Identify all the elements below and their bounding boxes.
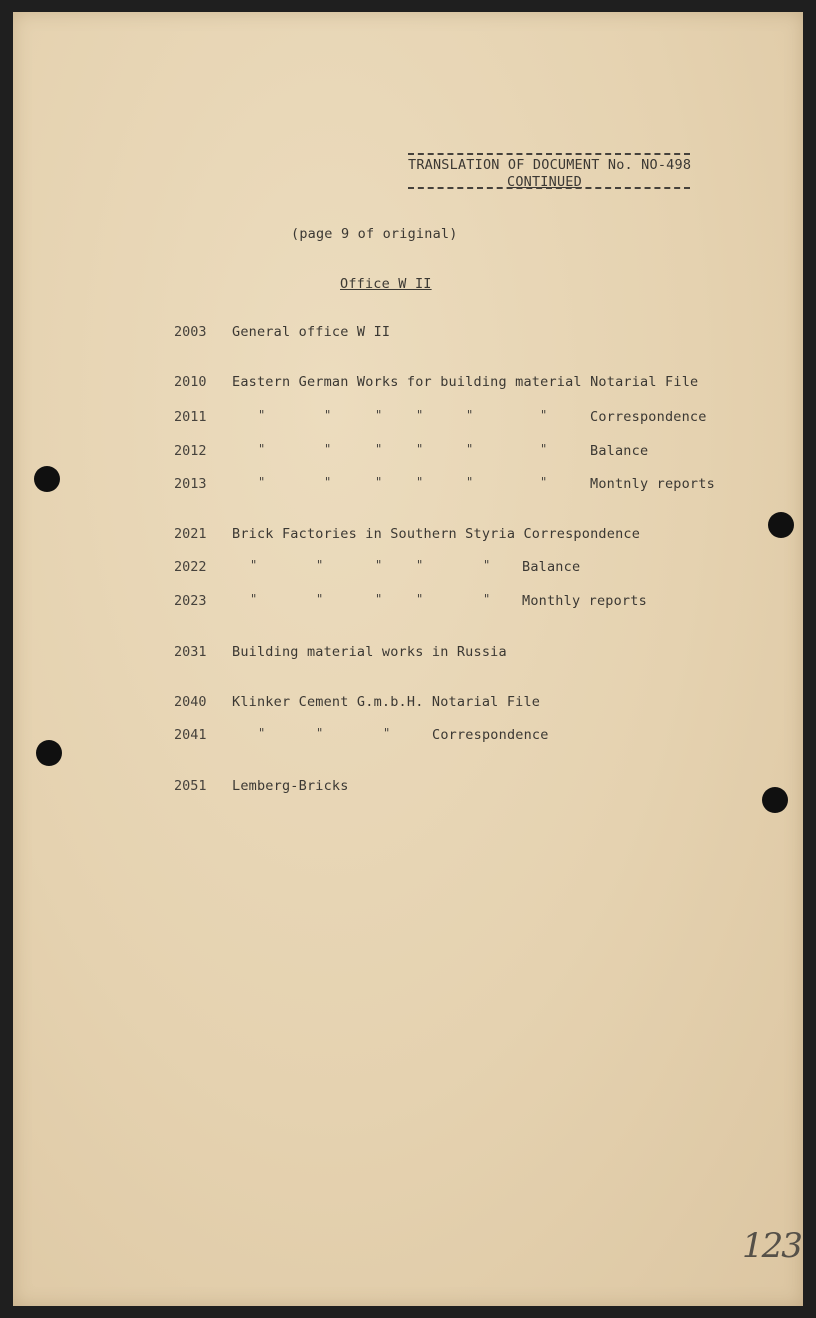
entry-number: 2010 xyxy=(174,374,207,390)
ditto-mark: " xyxy=(416,592,424,606)
entry-text: Balance xyxy=(522,559,581,575)
document-title: TRANSLATION OF DOCUMENT No. NO-498 xyxy=(408,157,692,173)
ditto-mark: " xyxy=(416,408,424,422)
entry-text: General office W II xyxy=(232,324,391,340)
entry-number: 2051 xyxy=(174,778,207,794)
ditto-mark: " xyxy=(466,442,474,456)
ditto-mark: " xyxy=(540,408,548,422)
entry-number: 2040 xyxy=(174,694,207,710)
ditto-mark: " xyxy=(316,726,324,740)
ditto-mark: " xyxy=(466,408,474,422)
entry-number: 2003 xyxy=(174,324,207,340)
punch-hole xyxy=(762,787,788,813)
ditto-mark: " xyxy=(466,475,474,489)
ditto-mark: " xyxy=(258,475,266,489)
punch-hole xyxy=(768,512,794,538)
entry-number: 2031 xyxy=(174,644,207,660)
ditto-mark: " xyxy=(250,592,258,606)
ditto-mark: " xyxy=(258,408,266,422)
entry-text: Monthly reports xyxy=(522,593,647,609)
punch-hole xyxy=(34,466,60,492)
entry-number: 2011 xyxy=(174,409,207,425)
ditto-mark: " xyxy=(375,558,383,572)
ditto-mark: " xyxy=(375,408,383,422)
entry-text: Lemberg-Bricks xyxy=(232,778,349,794)
ditto-mark: " xyxy=(258,726,266,740)
handwritten-page-number: 123 xyxy=(742,1226,801,1266)
entry-text: Building material works in Russia xyxy=(232,644,507,660)
ditto-mark: " xyxy=(375,592,383,606)
entry-number: 2013 xyxy=(174,476,207,492)
entry-text: Balance xyxy=(590,443,649,459)
entry-text: Brick Factories in Southern Styria Correspondence xyxy=(232,526,641,542)
ditto-mark: " xyxy=(258,442,266,456)
entry-text: Correspondence xyxy=(590,409,707,425)
ditto-mark: " xyxy=(483,558,491,572)
entry-text: Montnly reports xyxy=(590,476,715,492)
ditto-mark: " xyxy=(324,475,332,489)
entry-number: 2012 xyxy=(174,443,207,459)
ditto-mark: " xyxy=(324,442,332,456)
ditto-mark: " xyxy=(540,475,548,489)
entry-number: 2022 xyxy=(174,559,207,575)
punch-hole xyxy=(36,740,62,766)
ditto-mark: " xyxy=(324,408,332,422)
entry-text: Klinker Cement G.m.b.H. Notarial File xyxy=(232,694,541,710)
ditto-mark: " xyxy=(250,558,258,572)
ditto-mark: " xyxy=(375,442,383,456)
entry-text: Correspondence xyxy=(432,727,549,743)
entry-number: 2041 xyxy=(174,727,207,743)
ditto-mark: " xyxy=(383,726,391,740)
ditto-mark: " xyxy=(316,592,324,606)
ditto-mark: " xyxy=(375,475,383,489)
page-note: (page 9 of original) xyxy=(291,226,458,242)
ditto-mark: " xyxy=(416,558,424,572)
ditto-mark: " xyxy=(316,558,324,572)
ditto-mark: " xyxy=(416,475,424,489)
ditto-mark: " xyxy=(483,592,491,606)
ditto-mark: " xyxy=(416,442,424,456)
ditto-mark: " xyxy=(540,442,548,456)
header-rule-top xyxy=(408,153,690,155)
section-heading: Office W II xyxy=(340,276,432,292)
document-subtitle: CONTINUED xyxy=(507,174,582,190)
entry-text: Eastern German Works for building material Notarial File xyxy=(232,374,699,390)
header-rule-bottom xyxy=(408,187,690,189)
entry-number: 2023 xyxy=(174,593,207,609)
entry-number: 2021 xyxy=(174,526,207,542)
